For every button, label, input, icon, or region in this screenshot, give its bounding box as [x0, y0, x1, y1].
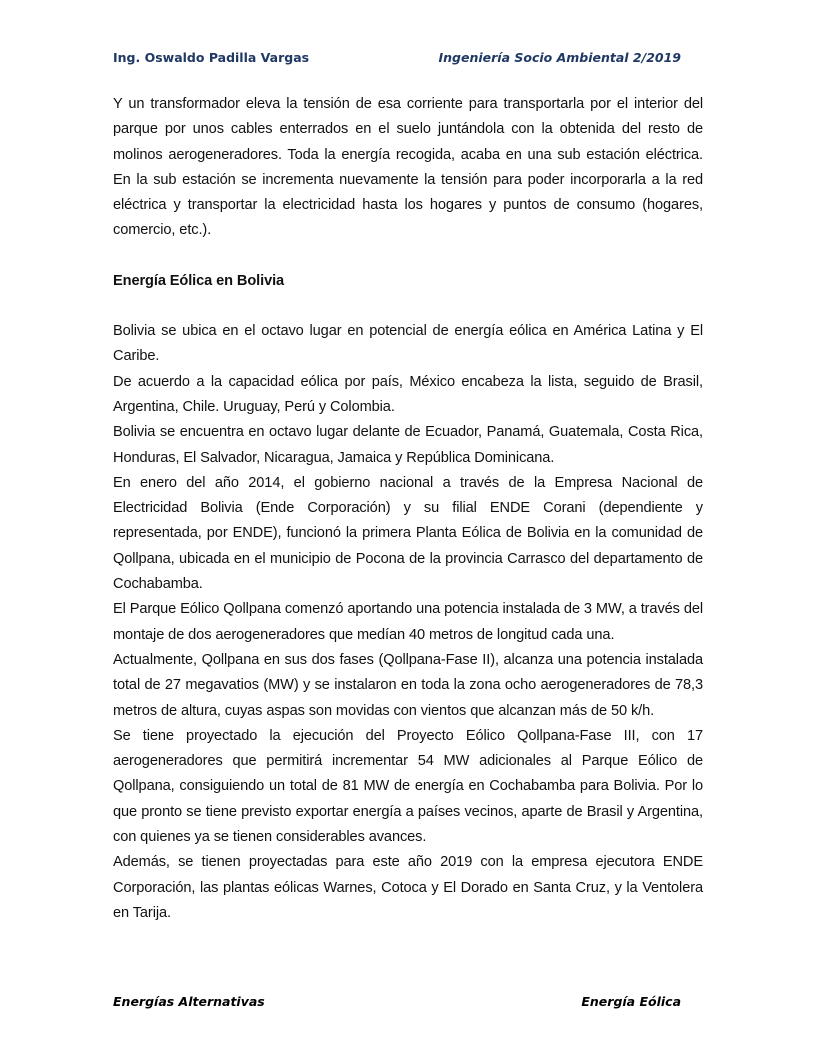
document-body	[113, 92, 703, 926]
paragraph: Bolivia se encuentra en octavo lugar delante de Ecuador, Panamá, Guatemala, Costa Rica, Honduras, El Salvador, Nicaragua, Jamaica y República Dominicana.	[113, 424, 703, 466]
paragraph: Además, se tienen proyectadas para este año 2019 con la empresa ejecutora ENDE Corporación, las plantas eólicas Warnes, Cotoca y El Dorado en Santa Cruz, y la Ventolera en Tarija.	[113, 854, 703, 921]
paragraph: De acuerdo a la capacidad eólica por país, México encabeza la lista, seguido de Brasil, Argentina, Chile. Uruguay, Perú y Colombia.	[113, 373, 703, 415]
header-author: Ing. Oswaldo Padilla Vargas	[113, 50, 310, 65]
paragraph: Bolivia se ubica en el octavo lugar en potencial de energía eólica en América Latina y El Caribe.	[113, 323, 703, 365]
page-header	[113, 50, 681, 65]
header-course: Ingeniería Socio Ambiental 2/2019	[438, 50, 681, 65]
paragraph: En enero del año 2014, el gobierno nacional a través de la Empresa Nacional de Electricidad Bolivia (Ende Corporación) y su filial ENDE Corani (dependiente y representada, por ENDE), funcionó la primera Planta Eólica de Bolivia en la comunidad de Qollpana, ubicada en el municipio de Pocona de la provincia Carrasco del departamento de Cochabamba.	[113, 474, 703, 593]
footer-right: Energía Eólica	[581, 994, 681, 1009]
intro-paragraph: Y un transformador eleva la tensión de esa corriente para transportarla por el interior del parque por unos cables enterrados en el suelo juntándola con la obtenida del resto de molinos aerogeneradores. Toda la energía recogida, acaba en una sub estación eléctrica. En la sub estación se incrementa nuevamente la tensión para poder incorporarla a la red eléctrica y transportar la electricidad hasta los hogares y puntos de consumo (hogares, comercio, etc.).	[113, 96, 703, 239]
page-footer	[113, 994, 681, 1009]
paragraph: Se tiene proyectado la ejecución del Proyecto Eólico Qollpana-Fase III, con 17 aerogeneradores que permitirá incrementar 54 MW adicionales al Parque Eólico de Qollpana, consiguiendo un total de 81 MW de energía en Cochabamba para Bolivia. Por lo que pronto se tiene previsto exportar energía a países vecinos, aparte de Brasil y Argentina, con quienes ya se tienen considerables avances.	[113, 727, 703, 846]
paragraph: El Parque Eólico Qollpana comenzó aportando una potencia instalada de 3 MW, a través del montaje de dos aerogeneradores que medían 40 metros de longitud cada una.	[113, 601, 703, 643]
footer-left: Energías Alternativas	[113, 994, 265, 1009]
paragraph: Actualmente, Qollpana en sus dos fases (Qollpana-Fase II), alcanza una potencia instalada total de 27 megavatios (MW) y se instalaron en toda la zona ocho aerogeneradores de 78,3 metros de altura, cuyas aspas son movidas con vientos que alcanzan más de 50 k/h.	[113, 651, 703, 719]
section-heading: Energía Eólica en Bolivia	[113, 272, 285, 289]
